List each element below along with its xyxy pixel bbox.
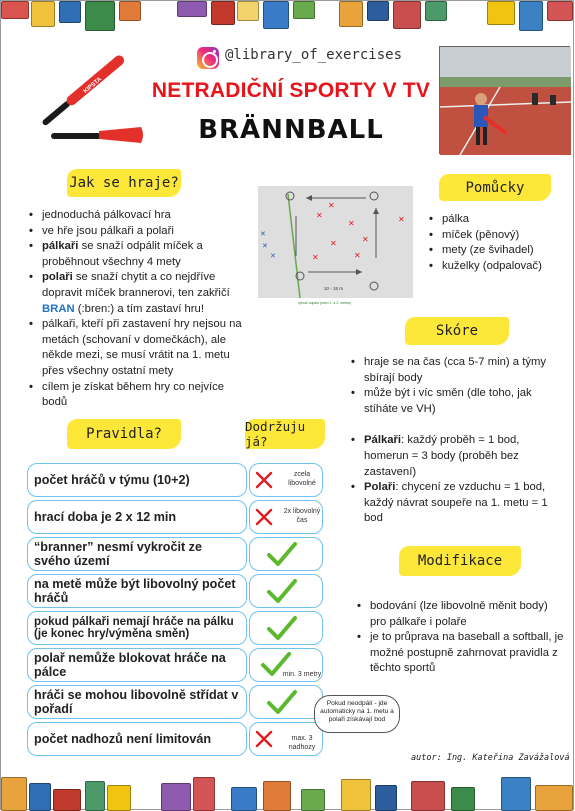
books-bottom-decoration <box>1 771 575 811</box>
game-photo <box>439 46 570 154</box>
page-title: NETRADIČNÍ SPORTY V TV <box>151 79 431 102</box>
how-to-play-list <box>29 208 251 411</box>
list-item: • může být i víc směn (dle toho, jak stíháte ve VH) <box>351 386 561 417</box>
check-icon <box>266 615 298 641</box>
author-credit: autor: Ing. Kateřina Zavážalová <box>411 753 570 763</box>
rule-note: zcela libovolné <box>288 471 316 487</box>
svg-text:✕: ✕ <box>328 201 335 210</box>
cross-icon <box>254 729 274 749</box>
rule-row <box>23 722 326 759</box>
list-item: • kuželky (odpalovač) <box>429 259 569 275</box>
list-item: • polaři se snaží chytit a co nejdříve dopravit míček brannerovi, ten zakřičí BRAN (:bren:) a tím zastaví hru! <box>29 270 251 317</box>
equipment-heading: Pomůcky <box>439 174 551 201</box>
bat-brand-text: KIPSTA <box>82 76 104 95</box>
rule-mark-cell <box>249 648 323 682</box>
how-to-play-heading: Jak se hraje? <box>67 169 181 197</box>
rule-note: min. 3 metry <box>282 671 322 678</box>
score-heading: Skóre <box>405 317 509 345</box>
rule-row <box>23 611 326 648</box>
list-item: • bodování (lze libovolně měnit body) pro pálkaře i polaře <box>357 599 565 630</box>
svg-text:✕: ✕ <box>270 253 276 260</box>
field-diagram <box>258 186 413 305</box>
rule-text: “branner” nesmí vykročit ze svého území <box>27 537 247 571</box>
books-top-decoration <box>1 1 575 35</box>
list-item: • Polaři: chycení ze vzduchu = 1 bod, každý návrat soupeře na 1. metu = 1 bod <box>351 480 561 527</box>
svg-text:✕: ✕ <box>260 231 266 238</box>
check-icon <box>266 541 298 567</box>
list-item: • pálkaři se snaží odpálit míček a proběhnout všechny 4 mety <box>29 239 251 270</box>
page-subtitle: BRÄNNBALL <box>198 115 384 145</box>
bran-highlight: BRAN <box>42 302 75 315</box>
rules-heading: Pravidla? <box>67 419 181 449</box>
list-item: • cílem je získat během hry co nejvíce bodů <box>29 380 251 411</box>
cross-icon <box>254 470 274 490</box>
svg-text:✕: ✕ <box>262 243 268 250</box>
list-item: • Pálkaři: každý proběh = 1 bod, homerun = 3 body (proběh bez zastavení) <box>351 433 561 480</box>
list-item: • pálkaři, kteří při zastavení hry nejsou na metách (schovaní v domečkách), ale někde mezi, se musí vrátit na 1. metu přes všechny ostatní mety <box>29 317 251 379</box>
instagram-handle: @library_of_exercises <box>225 47 403 63</box>
rule-row <box>23 574 326 611</box>
rule-text: pokud pálkaři nemají hráče na pálku (je konec hry/výměna směn) <box>27 611 247 645</box>
check-icon <box>266 578 298 604</box>
diagram-distance-label: 10 - 15 m <box>324 286 344 291</box>
rule-row <box>23 463 326 500</box>
rule-note: 2x libovolný čas <box>283 508 321 524</box>
rule-text: na metě může být libovolný počet hráčů <box>27 574 247 608</box>
list-item: • mety (ze švihadel) <box>429 243 569 259</box>
cross-icon <box>254 507 274 527</box>
rule-note: max. 3 nadhozy <box>288 735 316 751</box>
rule-text: hráči se mohou libovolně střídat v pořadí <box>27 685 247 719</box>
svg-text:✕: ✕ <box>348 219 355 228</box>
rule-row <box>23 537 326 574</box>
rule-text: počet hráčů v týmu (10+2) <box>27 463 247 497</box>
score-list <box>351 355 561 527</box>
svg-text:✕: ✕ <box>316 211 323 220</box>
list-item: • jednoduchá pálkovací hra <box>29 208 251 224</box>
rule-mark-cell <box>249 722 323 756</box>
rule-mark-cell <box>249 685 323 719</box>
svg-text:✕: ✕ <box>398 215 405 224</box>
diagram-caption: výhoď odpalu (mezi 1. a 2. metou) <box>298 301 352 305</box>
instagram-icon <box>197 47 219 69</box>
list-item: • hraje se na čas (cca 5-7 min) a týmy sbírají body <box>351 355 561 386</box>
modifications-heading: Modifikace <box>399 546 521 576</box>
equipment-list <box>429 212 569 274</box>
rule-row <box>23 648 326 685</box>
modifications-list <box>357 599 565 677</box>
svg-text:✕: ✕ <box>354 251 361 260</box>
svg-text:✕: ✕ <box>330 239 337 248</box>
rule-mark-cell <box>249 611 323 645</box>
rule-text: hrací doba je 2 x 12 min <box>27 500 247 534</box>
list-item: • ve hře jsou pálkaři a polaři <box>29 224 251 240</box>
check-icon <box>266 689 298 715</box>
rules-check-heading: Dodržuju já? <box>245 419 325 449</box>
rule-row <box>23 500 326 537</box>
bats-illustration <box>25 43 143 151</box>
svg-text:✕: ✕ <box>312 253 319 262</box>
rule-mark-cell <box>249 574 323 608</box>
rule-mark-cell <box>249 463 323 497</box>
rule-mark-cell <box>249 500 323 534</box>
svg-text:✕: ✕ <box>362 235 369 244</box>
rule-mark-cell <box>249 537 323 571</box>
list-item: • míček (pěnový) <box>429 228 569 244</box>
rule-row <box>23 685 326 722</box>
rule-text: polař nemůže blokovat hráče na pálce <box>27 648 247 682</box>
list-item: • je to průprava na baseball a softball, je možné postupně zahrnovat pravidla z těchto sportů <box>357 630 565 677</box>
list-item: • pálka <box>429 212 569 228</box>
rule-text: počet nadhozů není limitován <box>27 722 247 756</box>
speech-bubble: Pokud neodpálí - jde automaticky na 1. metu a polaři získávají bod <box>314 695 400 733</box>
